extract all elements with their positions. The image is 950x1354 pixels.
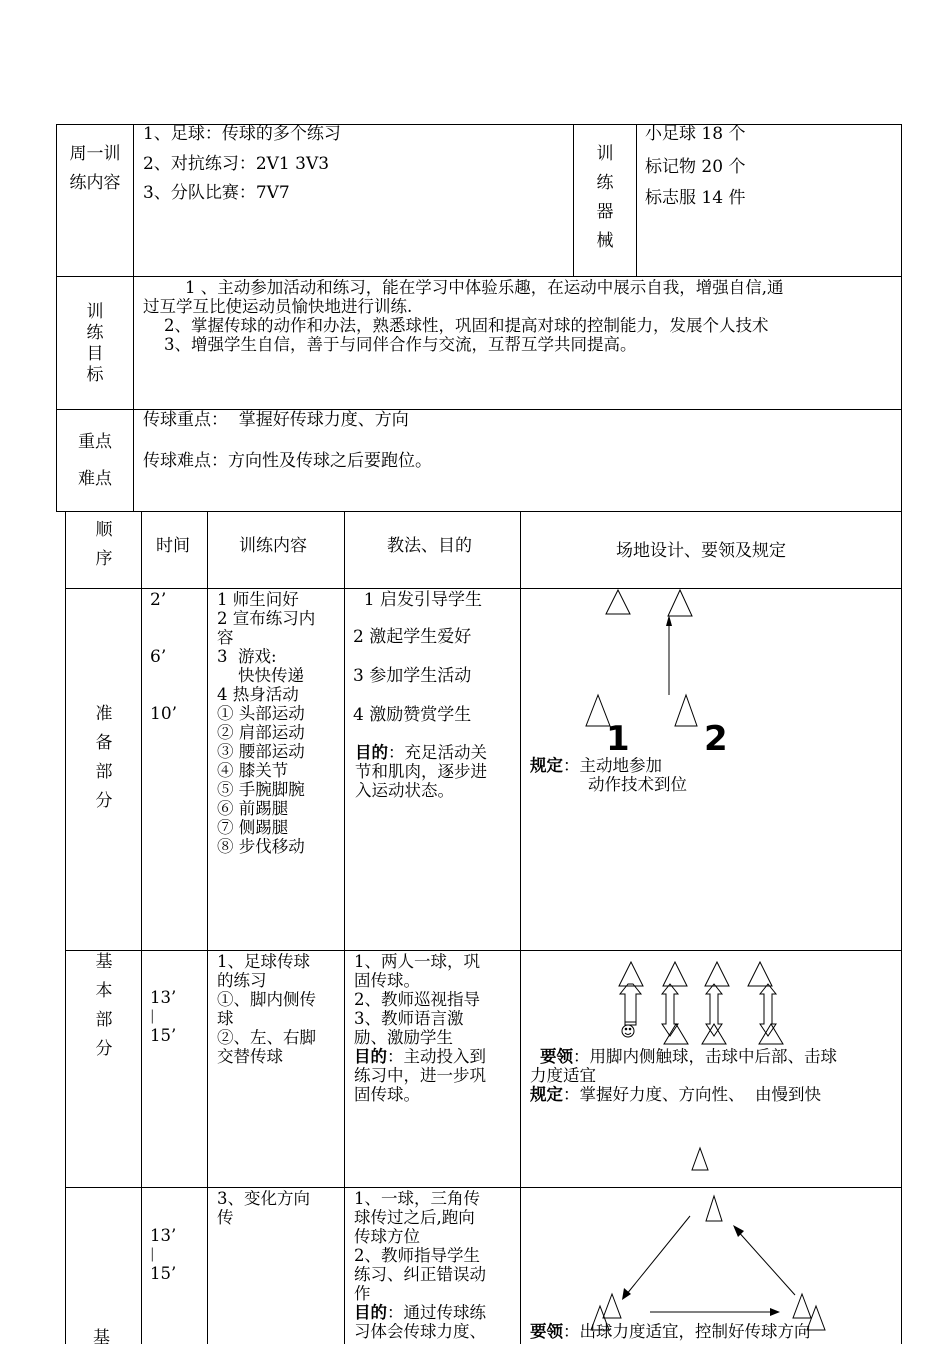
section-label-basic: 基本部分 — [95, 952, 113, 1059]
content-line: 3、变化方向 — [217, 1189, 310, 1208]
method-line: 3、教师语言激 — [354, 1009, 464, 1028]
content-line: ①、脚内侧传 — [217, 990, 316, 1009]
rule-label: 规定 — [530, 1085, 563, 1104]
goal-line: 1 、主动参加活动和练习，能在学习中体验乐趣，在运动中展示自我，增强自信,通 — [143, 278, 784, 297]
content-line: 2 宣布练习内 — [217, 609, 316, 628]
method-line: 球传过之后,跑向 — [354, 1208, 475, 1227]
content-line: ⑦ 侧踢腿 — [217, 818, 289, 837]
time-line: 13’ — [150, 988, 177, 1007]
content-line: ① 头部运动 — [217, 704, 305, 723]
equipment-item: 标志服 14 件 — [645, 188, 746, 208]
key-text: ：出球力度适宜，控制好传球方向 — [563, 1322, 811, 1341]
content-line: ⑤ 手腕脚腕 — [217, 780, 305, 799]
time-mark: 6’ — [150, 647, 167, 667]
content-line: ③ 腰部运动 — [217, 742, 305, 761]
rule-text: ：主动地参加 — [563, 756, 662, 775]
purpose-label: 目的 — [354, 1303, 387, 1322]
method-line: 4 激励赞赏学生 — [353, 705, 472, 725]
content-line: 1、足球传球 — [217, 952, 310, 971]
content-line: 球 — [217, 1009, 234, 1028]
time-line: 15’ — [150, 1026, 177, 1045]
method-line: 2、教师巡视指导 — [354, 990, 480, 1009]
rule-line: 动作技术到位 — [588, 775, 687, 794]
content-line: 传 — [217, 1208, 234, 1227]
difficulty-label: 难点 — [78, 469, 112, 489]
purpose-label: 目的 — [354, 1047, 387, 1066]
method-line: 固传球。 — [354, 971, 420, 990]
purpose-line: 入运动状态。 — [355, 781, 454, 800]
goal-label: 训练目标 — [86, 302, 104, 385]
pass-line — [626, 1216, 690, 1295]
header-design: 场地设计、要领及规定 — [616, 541, 786, 561]
content-line: ② 肩部运动 — [217, 723, 305, 742]
key-line: 力度适宜 — [530, 1066, 596, 1085]
header-time: 时间 — [156, 536, 190, 556]
content-line: ④ 膝关节 — [217, 761, 289, 780]
arrow-head-icon — [733, 1225, 744, 1237]
purpose-line: 固传球。 — [354, 1085, 420, 1104]
basic2-key — [530, 1322, 811, 1341]
content-line: 快快传递 — [217, 666, 304, 685]
method-line: 2、教师指导学生 — [354, 1246, 480, 1265]
goal-line: 3、增强学生自信，善于与同伴合作与交流，互帮互学共同提高。 — [143, 335, 637, 354]
method-line: 励、激励学生 — [354, 1028, 453, 1047]
header-order: 顺序 — [95, 520, 113, 569]
section-label-basic-2: 基 — [93, 1328, 110, 1348]
rule-label: 规定 — [530, 756, 563, 775]
content-line: ⑥ 前踢腿 — [217, 799, 289, 818]
cone-icon — [706, 1196, 722, 1221]
time-mark: 10’ — [150, 704, 178, 724]
key-label: 重点 — [78, 432, 112, 452]
content-line: 1 师生问好 — [217, 590, 299, 609]
key-label: 要领 — [540, 1047, 573, 1066]
goal-line: 过互学互比使运动员愉快地进行训练. — [143, 297, 413, 316]
content-line: 3、分队比赛：7V7 — [143, 183, 290, 203]
purpose-label: 目的 — [355, 743, 388, 762]
content-line: 3 游戏: — [217, 647, 277, 666]
key-label: 要领 — [530, 1322, 563, 1341]
method-line: 1、两人一球，巩 — [354, 952, 480, 971]
purpose-text: ：主动投入到 — [387, 1047, 486, 1066]
player-number-1: 1 — [606, 719, 630, 759]
purpose-text: ：充足活动关 — [388, 743, 487, 762]
header-content: 训练内容 — [239, 536, 307, 556]
header-method: 教法、目的 — [387, 536, 472, 556]
method-line: 作 — [354, 1284, 371, 1303]
cone-icon — [793, 1294, 811, 1318]
equipment-item: 标记物 20 个 — [645, 157, 746, 177]
time-mark: 2’ — [150, 590, 167, 610]
content-line: ⑧ 步伐移动 — [217, 837, 305, 856]
key-text: ：用脚内侧触球，击球中后部、击球 — [573, 1047, 837, 1066]
key-line — [530, 1322, 811, 1341]
method-line: 传球方位 — [354, 1227, 420, 1246]
content-line: ②、左、右脚 — [217, 1028, 316, 1047]
arrow-head-icon — [770, 1308, 780, 1316]
content-line: 4 热身活动 — [217, 685, 299, 704]
time-line: 15’ — [150, 1264, 177, 1283]
content-line: 2、对抗练习：2V1 3V3 — [143, 154, 330, 174]
method-line: 练习、纠正错误动 — [354, 1265, 486, 1284]
equipment-label: 训练器械 — [596, 144, 614, 251]
content-line: 容 — [217, 628, 234, 647]
method-line: 1、一球，三角传 — [354, 1189, 480, 1208]
goal-line: 2、掌握传球的动作和办法，熟悉球性，巩固和提高对球的控制能力，发展个人技术 — [143, 316, 769, 335]
purpose-line: 节和肌肉，逐步进 — [355, 762, 487, 781]
equipment-item: 小足球 18 个 — [645, 124, 746, 144]
section-label-prep: 准备部分 — [95, 704, 113, 811]
content-line: 1、足球：传球的多个练习 — [143, 124, 341, 144]
difficulty-point: 传球难点：方向性及传球之后要跑位。 — [143, 451, 432, 471]
time-line: 13’ — [150, 1226, 177, 1245]
pass-line — [736, 1229, 795, 1295]
method-line: 1 启发引导学生 — [353, 590, 483, 610]
purpose-text: ：通过传球练 — [387, 1303, 486, 1322]
weekday-content-label: 周一训练内容 — [69, 144, 121, 193]
rule-text: ：掌握好力度、方向性、 由慢到快 — [563, 1085, 821, 1104]
method-line: 2 激起学生爱好 — [353, 627, 472, 647]
content-line: 交替传球 — [217, 1047, 283, 1066]
purpose-line: 练习中，进一步巩 — [354, 1066, 486, 1085]
content-line: 的练习 — [217, 971, 267, 990]
time-line: | — [150, 1246, 155, 1262]
method-line: 3 参加学生活动 — [353, 666, 472, 686]
time-line: | — [150, 1008, 155, 1024]
key-point: 传球重点： 掌握好传球力度、方向 — [143, 410, 409, 430]
player-number-2: 2 — [704, 719, 728, 759]
purpose-line: 习体会传球力度、 — [354, 1322, 486, 1341]
cone-icon — [603, 1294, 621, 1318]
